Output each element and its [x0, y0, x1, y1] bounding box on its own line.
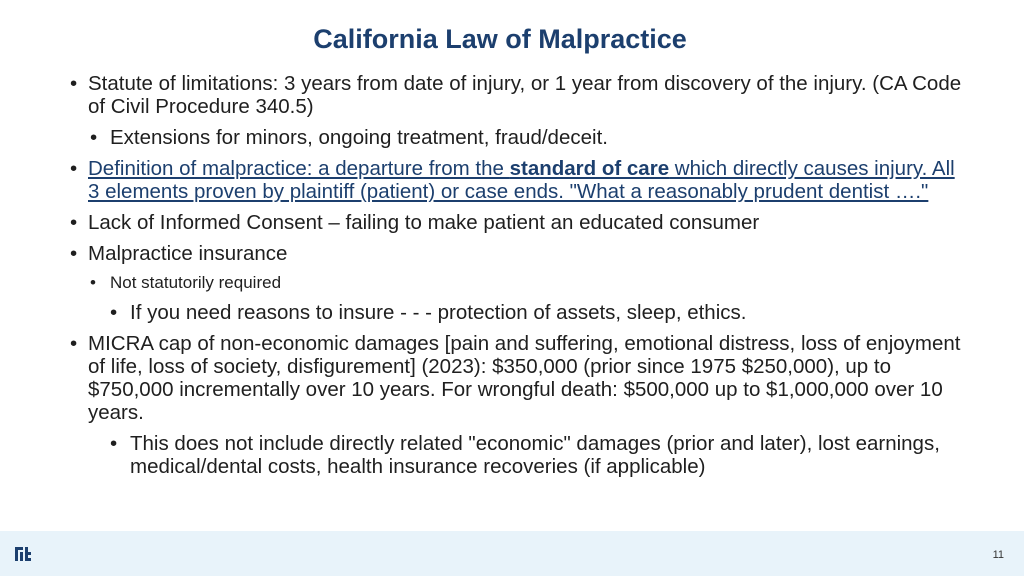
bullet-marker: • — [110, 432, 118, 455]
reasons-text: If you need reasons to insure - - - protection of assets, sleep, ethics. — [130, 301, 747, 324]
insurance-text: Malpractice insurance — [88, 242, 288, 265]
definition-text-post: which directly causes injury. All 3 elements proven by plaintiff (patient) or case ends. "What a reasonably prudent dentist …." — [88, 157, 955, 203]
bullet-marker: • — [70, 332, 78, 355]
bullet-informed-consent — [70, 211, 970, 234]
standard-of-care-text: standard of care — [509, 157, 670, 180]
bullet-marker: • — [70, 211, 78, 234]
page-number: 11 — [992, 549, 1004, 561]
bullet-statute — [70, 72, 970, 118]
slide-title: California Law of Malpractice — [313, 24, 687, 54]
informed-consent-text: Lack of Informed Consent – failing to make patient an educated consumer — [88, 211, 760, 234]
bullet-marker: • — [90, 273, 96, 292]
bullet-definition — [70, 157, 970, 203]
definition-text-pre: Definition of malpractice: a departure from the — [88, 157, 510, 180]
definition-link[interactable] — [88, 157, 955, 203]
not-required-text: Not statutorily required — [110, 273, 282, 292]
bullet-economic — [70, 432, 970, 478]
slide-content — [70, 72, 970, 486]
bullet-micra — [70, 332, 970, 424]
firm-logo-icon — [15, 546, 31, 562]
bullet-reasons — [70, 301, 970, 324]
extensions-text: Extensions for minors, ongoing treatment, fraud/deceit. — [110, 126, 608, 149]
bullet-marker: • — [90, 126, 98, 149]
bullet-marker: • — [110, 301, 118, 324]
statute-text: Statute of limitations: 3 years from date of injury, or 1 year from discovery of the injury. (CA Code of Civil Procedure 340.5) — [88, 72, 962, 118]
bullet-marker: • — [70, 242, 78, 265]
bullet-insurance — [70, 242, 970, 265]
slide-footer — [0, 531, 1024, 576]
micra-text: MICRA cap of non-economic damages [pain and suffering, emotional distress, loss of enjoyment of life, loss of society, disfigurement] (2023): $350,000 (prior since 1975 $250,000), up to $750,000 incrementally over 10 years. For wrongful death: $500,000 up to $1,000,000 over 10 years. — [88, 332, 961, 424]
bullet-marker: • — [70, 157, 78, 180]
bullet-not-required — [70, 273, 970, 293]
economic-text: This does not include directly related "economic" damages (prior and later), lost earnings, medical/dental costs, health insurance recoveries (if applicable) — [130, 432, 940, 478]
bullet-marker: • — [70, 72, 78, 95]
bullet-extensions — [70, 126, 970, 149]
